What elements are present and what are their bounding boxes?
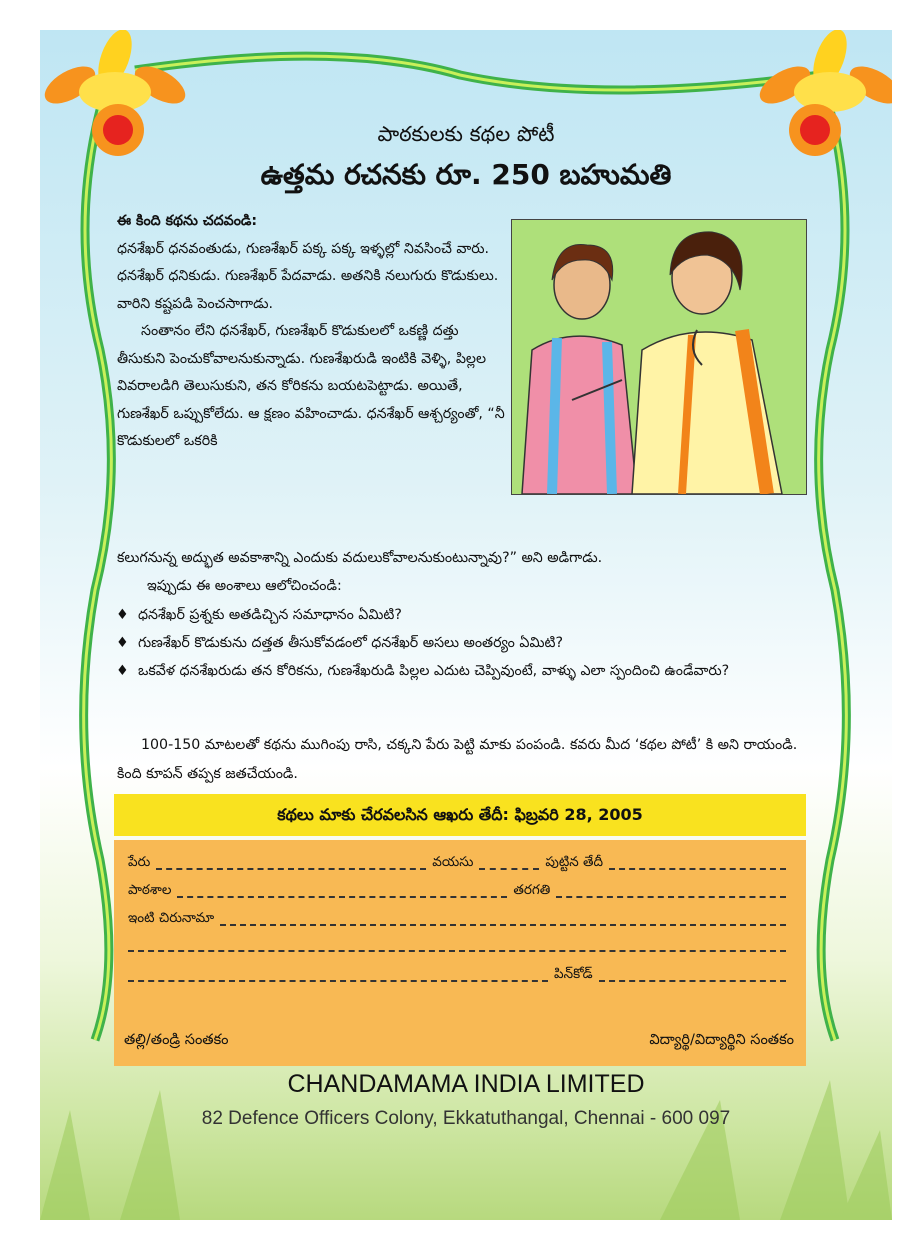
name-label: పేరు: [128, 854, 151, 870]
name-field[interactable]: [156, 856, 426, 870]
story-intro: ఈ కింది కథను చదవండి:: [117, 213, 258, 229]
question-item: ♦ ఒకవేళ ధనశేఖరుడు తన కోరికను, గుణశేఖరుడి పిల్లల ఎదుట చెప్పివుంటే, వాళ్ళు ఎలా స్పందించి ఉండేవారు?: [116, 657, 816, 685]
story-paragraph-2-end: కలుగనున్న అద్భుత అవకాశాన్ని ఎందుకు వదులుకోవాలనుకుంటున్నావు?” అని అడిగాడు.: [117, 550, 603, 566]
pincode-field[interactable]: [599, 968, 786, 982]
contest-page: [40, 30, 892, 1220]
address-field[interactable]: [220, 912, 786, 926]
age-field[interactable]: [479, 856, 539, 870]
address-field-line-3[interactable]: [128, 968, 548, 982]
address-field-line-2[interactable]: [128, 938, 786, 952]
deadline-banner: కథలు మాకు చేరవలసిన ఆఖరు తేదీ: ఫిబ్రవరి 28, 2005: [114, 794, 806, 836]
form-row-name: [128, 854, 792, 873]
think-prompt: ఇప్పుడు ఈ అంశాలు ఆలోచించండి:: [147, 578, 342, 594]
question-item: ♦ ధనశేఖర్ ప్రశ్నకు అతడిచ్చిన సమాధానం ఏమిటి?: [116, 601, 816, 629]
form-row-pincode: [128, 966, 792, 985]
contest-title: పాఠకులకు కథల పోటీ: [377, 122, 555, 146]
form-row-school: [128, 882, 792, 901]
class-field[interactable]: [556, 884, 786, 898]
instructions-text: [117, 731, 817, 789]
story-illustration: [511, 219, 807, 495]
story-paragraph-1: ధనశేఖర్ ధనవంతుడు, గుణశేఖర్ పక్క పక్క ఇళ్ళల్లో నివసించే వారు. ధనశేఖర్ ధనికుడు. గుణశేఖర్ పేదవాడు. అతనికి నలుగురు కొడుకులు. వారిని కష్టపడి పెంచసాగాడు.: [117, 240, 499, 312]
class-label: తరగతి: [513, 882, 551, 898]
dob-field[interactable]: [609, 856, 786, 870]
form-row-address-2: [128, 938, 792, 955]
grass-decoration: [40, 1080, 892, 1220]
prize-heading: ఉత్తమ రచనకు రూ. 250 బహుమతి: [260, 158, 672, 191]
question-list: [116, 601, 816, 685]
parent-signature-label: తల్లి/తండ్రి సంతకం: [124, 1032, 229, 1048]
entry-coupon: [114, 840, 806, 1066]
school-field[interactable]: [177, 884, 507, 898]
company-address: 82 Defence Officers Colony, Ekkatuthangal, Chennai - 600 097: [201, 1108, 731, 1129]
school-label: పాఠశాల: [128, 882, 172, 898]
student-signature-label: విద్యార్థి/విద్యార్థిని సంతకం: [649, 1032, 794, 1048]
form-row-address: [128, 910, 792, 929]
dob-label: పుట్టిన తేదీ: [545, 854, 604, 870]
age-label: వయసు: [432, 854, 474, 870]
company-name: CHANDAMAMA INDIA LIMITED: [287, 1070, 645, 1098]
question-item: ♦ గుణశేఖర్ కొడుకును దత్తత తీసుకోవడంలో ధనశేఖర్ అసలు అంతర్యం ఏమిటి?: [116, 629, 816, 657]
story-text: [117, 208, 507, 456]
address-label: ఇంటి చిరునామా: [128, 910, 215, 926]
story-paragraph-2: సంతానం లేని ధనశేఖర్, గుణశేఖర్ కొడుకులలో ఒకణ్ణి దత్తు తీసుకుని పెంచుకోవాలనుకున్నాడు. గుణశేఖరుడి ఇంటికి వెళ్ళి, పిల్లల వివరాలడిగి తెలుసుకుని, తన కోరికను బయటపెట్టాడు. అయితే, గుణశేఖర్ ఒప్పుకోలేదు. ఆ క్షణం వహించాడు. ధనశేఖర్ ఆశ్చర్యంతో, “నీ కొడుకులలో ఒకరికి: [117, 323, 505, 449]
pincode-label: పిన్‌కోడ్: [554, 966, 593, 982]
instructions-paragraph: 100-150 మాటలతో కథను ముగింపు రాసి, చక్కని పేరు పెట్టి మాకు పంపండి. కవరు మీద ‘కథల పోటీ’ కి అని రాయండి. కింది కూపన్ తప్పక జతచేయండి.: [117, 737, 798, 782]
